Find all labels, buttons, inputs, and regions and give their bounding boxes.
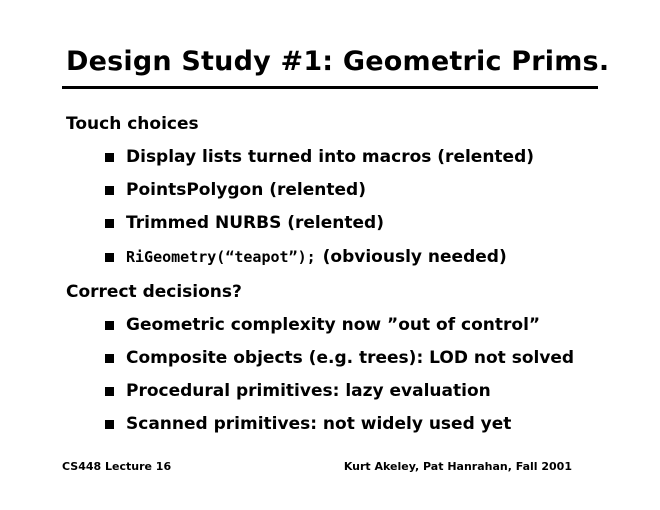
section-heading-touch-choices: Touch choices: [66, 114, 199, 134]
square-bullet-icon: [105, 186, 114, 195]
bullet-text: (obviously needed): [322, 247, 507, 267]
square-bullet-icon: [105, 420, 114, 429]
bullet-item: [105, 313, 540, 337]
bullet-text: Geometric complexity now ”out of control”: [126, 315, 541, 335]
bullet-item: [105, 412, 511, 436]
footer-course: CS448 Lecture 16: [62, 460, 172, 473]
title-underline: [62, 86, 598, 89]
bullet-item: [105, 178, 366, 202]
square-bullet-icon: [105, 321, 114, 330]
footer-authors: Kurt Akeley, Pat Hanrahan, Fall 2001: [343, 460, 572, 473]
square-bullet-icon: [105, 387, 114, 396]
bullet-text: Scanned primitives: not widely used yet: [126, 414, 512, 434]
bullet-item: [105, 211, 384, 235]
code-snippet: RiGeometry(“teapot”);: [126, 248, 316, 266]
bullet-item: [105, 346, 574, 370]
bullet-item: [105, 379, 491, 403]
bullet-item: [105, 145, 534, 169]
bullet-text: Trimmed NURBS (relented): [126, 213, 384, 233]
bullet-text: Composite objects (e.g. trees): LOD not solved: [126, 348, 575, 368]
section-heading-correct-decisions: Correct decisions?: [66, 282, 242, 302]
bullet-text: PointsPolygon (relented): [126, 180, 366, 200]
square-bullet-icon: [105, 253, 114, 262]
bullet-item: [105, 245, 507, 269]
bullet-text: Procedural primitives: lazy evaluation: [126, 381, 491, 401]
square-bullet-icon: [105, 219, 114, 228]
square-bullet-icon: [105, 153, 114, 162]
slide-title: Design Study #1: Geometric Prims.: [66, 46, 610, 77]
bullet-text: Display lists turned into macros (relented): [126, 147, 535, 167]
square-bullet-icon: [105, 354, 114, 363]
